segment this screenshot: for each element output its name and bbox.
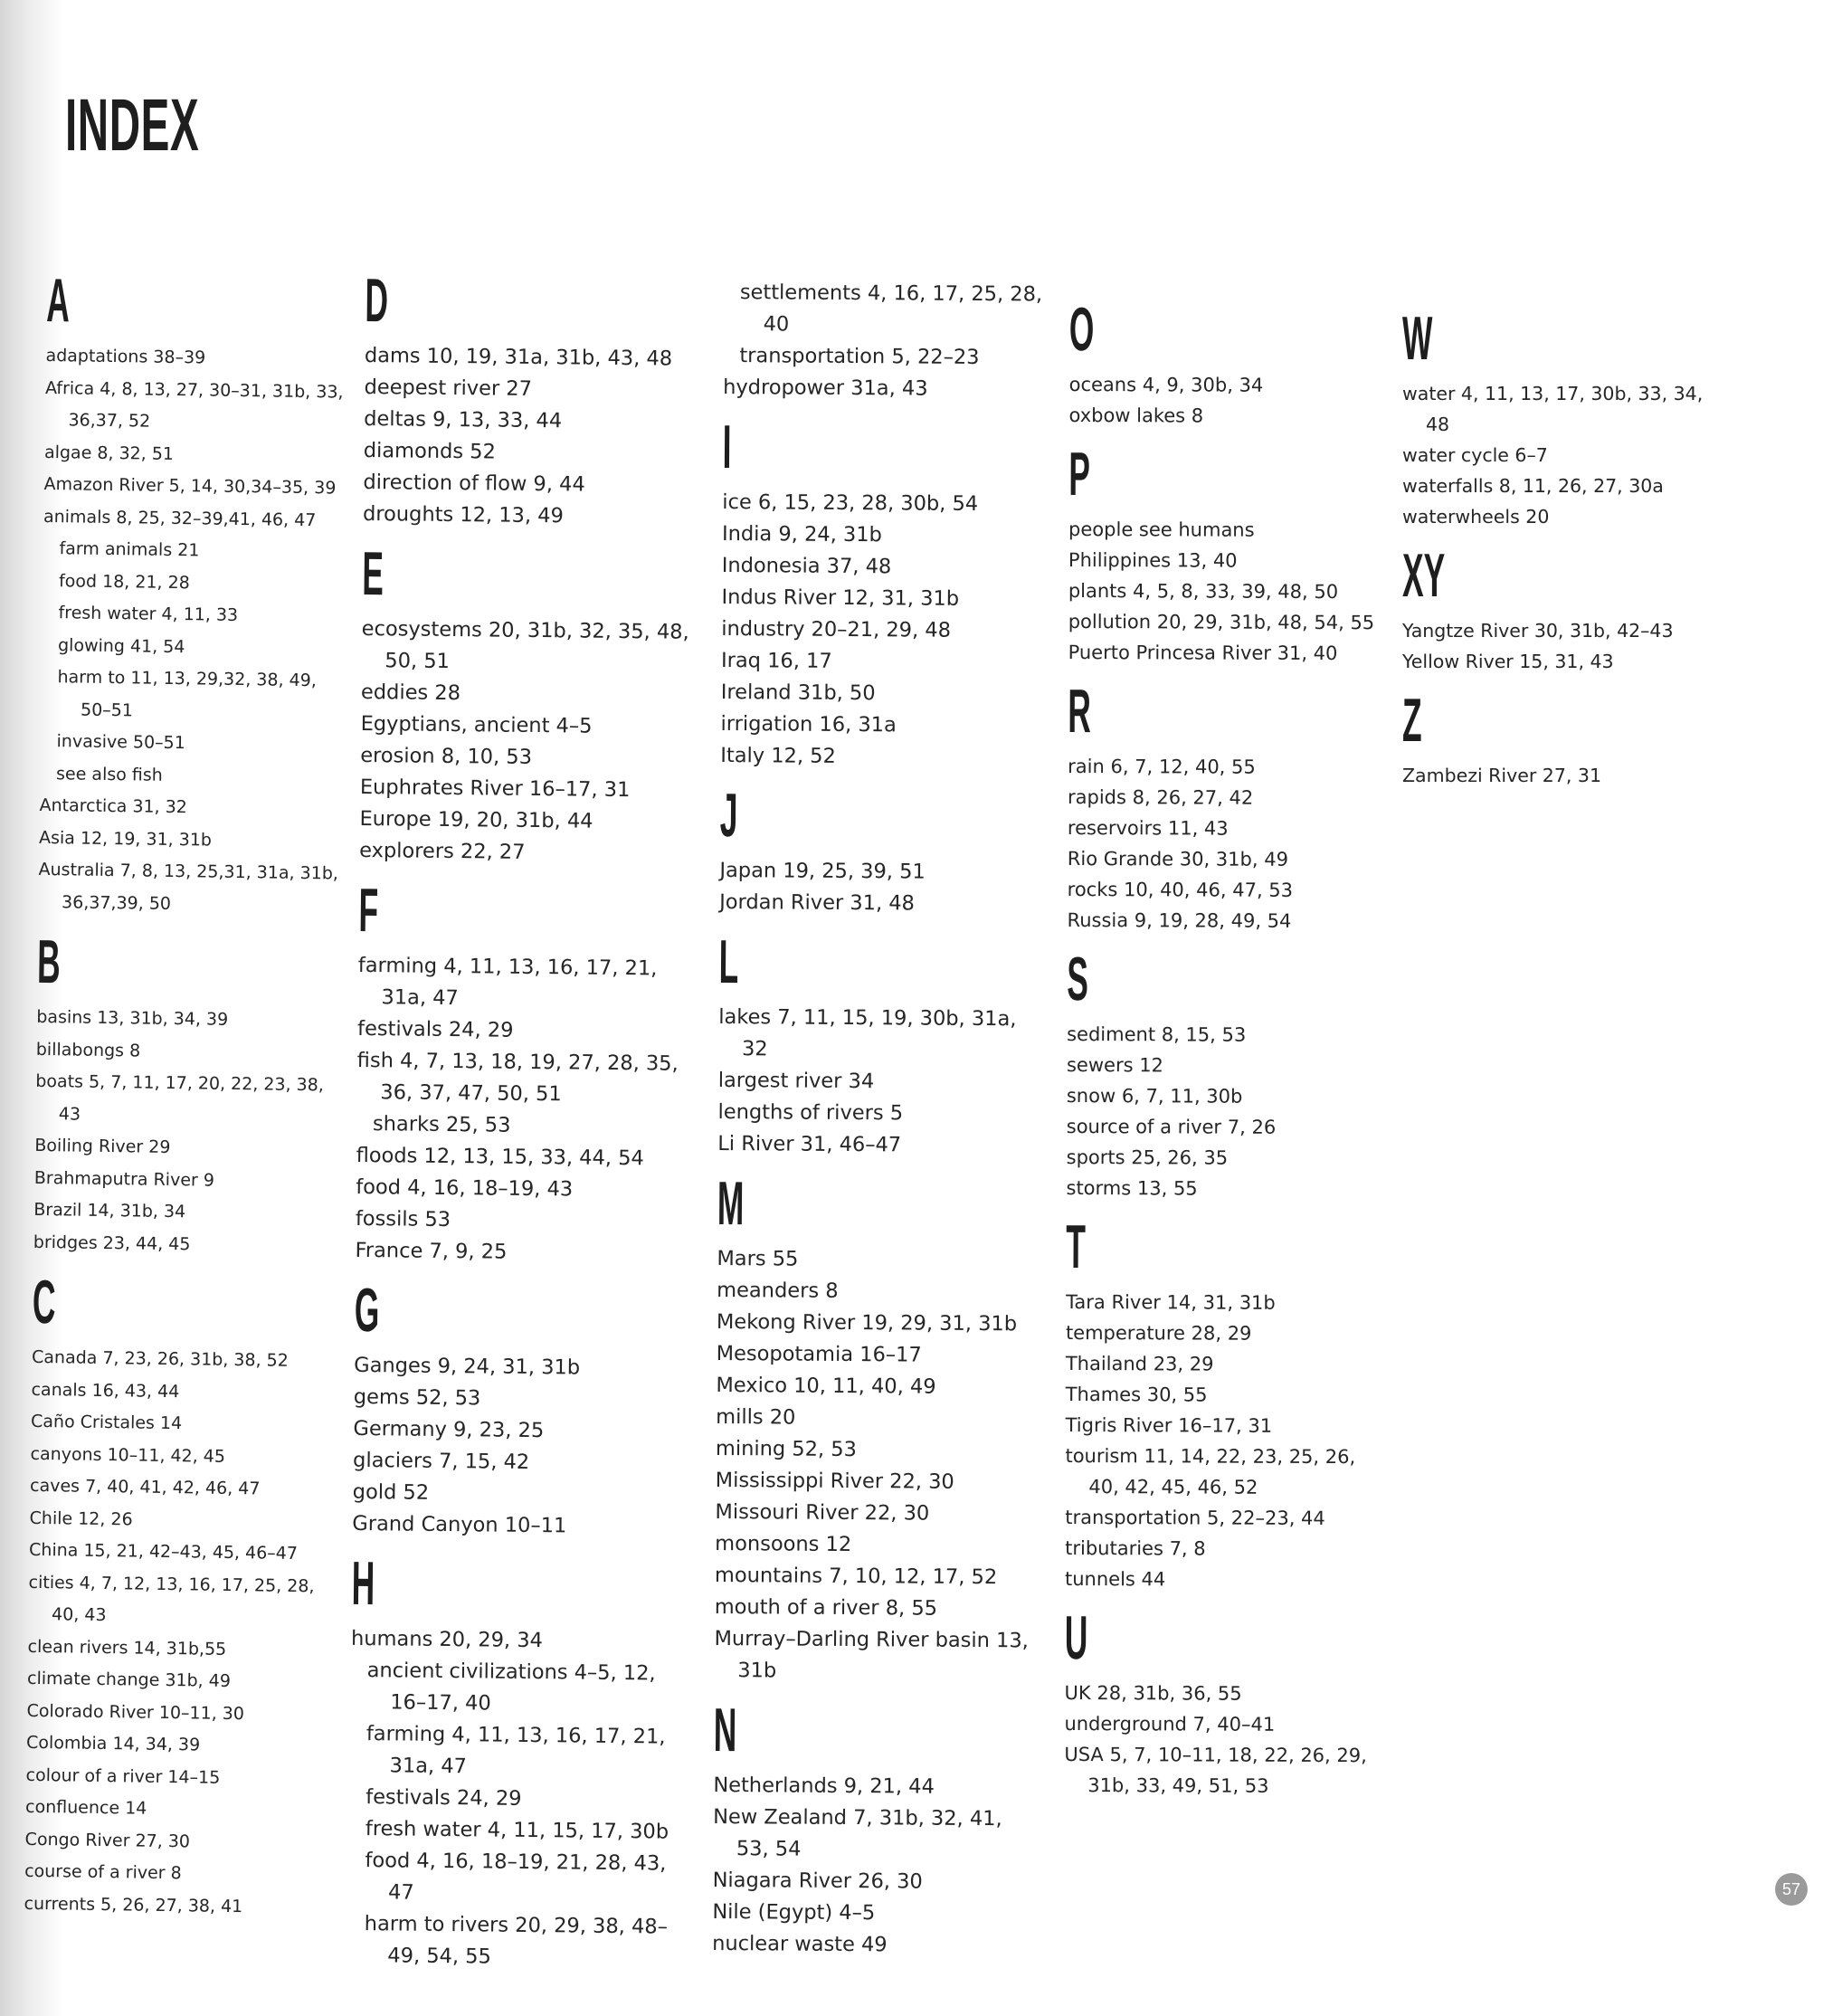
index-entry: water cycle 6–7 [1402,444,1548,466]
index-entry: basins 13, 31b, 34, 39 [36,1006,229,1030]
index-entry: hydropower 31a, 43 [723,375,928,401]
index-entry: Iraq 16, 17 [720,648,832,673]
index-entry: Rio Grande 30, 31b, 49 [1067,847,1289,870]
index-entry: snow 6, 7, 11, 30b [1066,1084,1243,1108]
entry-list [723,277,1049,406]
index-entry: transportation 5, 22–23, 44 [1065,1506,1325,1529]
index-entry: Tigris River 16–17, 31 [1065,1413,1273,1437]
index-entry: Grand Canyon 10–11 [352,1511,567,1538]
entry-list [1068,751,1394,937]
index-entry: waterfalls 8, 11, 26, 27, 30a [1402,475,1664,497]
section-letter: A [45,265,71,336]
index-subentry: invasive 50–51 [56,731,185,754]
index-section [723,277,1049,406]
index-subentry: fresh water 4, 11, 15, 17, 30b [365,1817,669,1844]
index-entry: monsoons 12 [715,1531,852,1557]
index-subentry: transportation 5, 22–23 [739,344,980,369]
index-section [355,875,702,1270]
index-section [1066,944,1392,1204]
index-section [720,412,1049,775]
index-entry: Indonesia 37, 48 [721,553,892,579]
index-entry: bridges 23, 44, 45 [33,1231,191,1254]
index-entry: oxbow lakes 8 [1068,404,1204,427]
index-entry: Japan 19, 25, 39, 51 [719,858,926,884]
index-entry: mountains 7, 10, 12, 17, 52 [714,1563,998,1590]
index-entry: sediment 8, 15, 53 [1067,1022,1247,1046]
index-section [1064,1212,1391,1595]
index-entry: Thailand 23, 29 [1065,1352,1214,1375]
index-entry: Mars 55 [717,1246,799,1271]
index-entry: source of a river 7, 26 [1066,1115,1277,1138]
section-letter: S [1067,944,1089,1014]
page-number-badge: 57 [1775,1873,1808,1906]
section-letter: Z [1402,686,1422,755]
index-entry: animals 8, 25, 32–39,41, 46, 47 [43,506,317,530]
index-entry: diamonds 52 [363,438,496,464]
index-entry: Murray–Darling River basin 13, 31b [714,1626,1036,1683]
index-section [1064,1602,1391,1802]
index-entry: Missouri River 22, 30 [715,1499,930,1526]
index-entry: reservoirs 11, 43 [1067,816,1229,840]
index-subentry: farm animals 21 [59,538,200,561]
index-entry: China 15, 21, 42–43, 45, 46–47 [28,1539,299,1564]
index-subentry: see also fish [55,763,163,785]
section-letter: L [718,927,739,997]
index-entry: underground 7, 40–41 [1064,1712,1276,1735]
index-entry: rapids 8, 26, 27, 42 [1067,785,1254,809]
index-column-5 [1402,299,1710,804]
section-letter: G [354,1275,380,1346]
index-entry: Mesopotamia 16–17 [716,1341,922,1367]
entry-list [1065,1287,1391,1595]
index-entry: farming 4, 11, 13, 16, 17, 21, 31a, 47 [357,953,664,1011]
index-entry: Philippines 13, 40 [1068,548,1238,572]
index-entry: irrigation 16, 31a [720,711,897,737]
index-subentry: harm to rivers 20, 29, 38, 48–49, 54, 55 [364,1912,669,1969]
section-letter: H [351,1548,375,1619]
index-entry: canals 16, 43, 44 [31,1379,180,1402]
index-entry: explorers 22, 27 [359,838,526,864]
index-entry: Mississippi River 22, 30 [715,1468,954,1494]
index-entry: largest river 34 [717,1068,875,1094]
index-entry: glaciers 7, 15, 42 [352,1448,530,1474]
index-entry: Ireland 31b, 50 [720,680,876,706]
index-entry: Europe 19, 20, 31b, 44 [359,806,593,833]
index-entry: eddies 28 [360,680,461,706]
section-letter: B [36,927,62,997]
section-letter: J [719,780,738,851]
index-subentry: harm to 11, 13, 29,32, 38, 49, 50–51 [57,667,323,720]
index-entry: Mekong River 19, 29, 31, 31b [716,1309,1018,1336]
index-entry: Amazon River 5, 14, 30,34–35, 39 [43,473,337,499]
index-entry: gems 52, 53 [353,1384,481,1411]
section-letter: XY [1402,541,1446,610]
index-section [33,927,346,1263]
index-entry: Ganges 9, 24, 31, 31b [354,1353,581,1380]
index-entry: Indus River 12, 31, 31b [721,585,960,611]
entry-list [1402,760,1710,791]
index-entry: adaptations 38–39 [45,345,206,368]
index-entry: sports 25, 26, 35 [1066,1146,1229,1169]
index-entry: humans 20, 29, 34 [350,1626,544,1653]
index-column-3 [712,277,1049,1974]
index-entry: Yellow River 15, 31, 43 [1402,651,1614,672]
entry-list [1068,514,1395,669]
entry-list [1064,1678,1390,1802]
index-entry: Africa 4, 8, 13, 27, 30–31, 31b, 33, 36,37, 52 [44,377,349,432]
index-entry: plants 4, 5, 8, 33, 39, 48, 50 [1068,579,1339,604]
index-entry: Caño Cristales 14 [30,1411,183,1434]
index-entry: direction of flow 9, 44 [363,470,585,497]
section-letter: I [722,412,732,482]
index-entry: billabongs 8 [35,1039,141,1061]
index-entry: deltas 9, 13, 33, 44 [364,406,563,433]
index-entry: lengths of rivers 5 [717,1099,904,1126]
index-entry: ice 6, 15, 23, 28, 30b, 54 [722,490,979,516]
index-entry: Colorado River 10–11, 30 [26,1700,245,1724]
index-entry: sewers 12 [1066,1053,1163,1077]
index-entry: festivals 24, 29 [356,1016,514,1042]
index-subentry: food 4, 16, 18–19, 21, 28, 43, 47 [365,1849,673,1905]
index-subentry: settlements 4, 16, 17, 25, 28, 40 [739,281,1049,337]
entry-list [363,340,708,534]
index-entry: mining 52, 53 [715,1436,857,1462]
entry-list [33,1002,345,1263]
index-section [1068,294,1395,432]
index-subentry: festivals 24, 29 [366,1785,522,1811]
index-entry: canyons 10–11, 42, 45 [30,1443,226,1467]
index-entry: Niagara River 26, 30 [712,1868,923,1894]
index-entry: cities 4, 7, 12, 13, 16, 17, 25, 28, 40, 43 [28,1572,320,1626]
index-entry: France 7, 9, 25 [355,1238,508,1264]
index-section [717,927,1045,1163]
section-letter: W [1402,304,1433,373]
index-entry: floods 12, 13, 15, 33, 44, 54 [356,1143,644,1171]
index-subentry: farming 4, 11, 13, 16, 17, 21, 31a, 47 [366,1722,672,1779]
index-subentry: sharks 25, 53 [372,1112,511,1137]
section-letter: F [358,875,379,946]
index-entry: Yangtze River 30, 31b, 42–43 [1402,620,1674,642]
index-entry: currents 5, 26, 27, 38, 41 [24,1893,243,1916]
entry-list [719,855,1045,921]
index-subentry: glowing 41, 54 [57,634,185,657]
index-section [712,1695,1040,1963]
index-entry: Russia 9, 19, 28, 49, 54 [1067,908,1292,932]
entry-list [712,1770,1039,1963]
entry-list [717,1002,1044,1163]
index-entry: Puerto Princesa River 31, 40 [1068,641,1338,665]
index-entry: Tara River 14, 31, 31b [1066,1290,1276,1314]
index-entry: Antarctica 31, 32 [39,794,187,818]
index-entry: Australia 7, 8, 13, 25,31, 31a, 31b, 36,37,39, 50 [38,859,345,914]
index-entry: Chile 12, 26 [29,1507,133,1529]
index-entry: ecosystems 20, 31b, 32, 35, 48, 50, 51 [361,616,697,673]
index-column-4 [1064,290,1395,1814]
index-column-2 [347,261,709,1988]
index-entry: food 4, 16, 18–19, 43 [356,1174,574,1202]
index-entry: Colombia 14, 34, 39 [25,1732,201,1755]
index-entry: Boiling River 29 [34,1135,171,1157]
index-entry: Netherlands 9, 21, 44 [713,1773,935,1799]
entry-list [38,340,354,923]
index-entry: meanders 8 [717,1278,839,1303]
index-entry: Congo River 27, 30 [24,1829,191,1851]
entry-list [359,613,706,870]
index-entry: water 4, 11, 13, 17, 30b, 33, 34, 48 [1402,383,1709,435]
entry-list [1402,378,1710,532]
index-section [362,265,709,534]
entry-list [1066,1019,1392,1204]
entry-list [24,1342,339,1925]
entry-list [355,950,702,1270]
section-letter: T [1066,1212,1087,1282]
entry-list [1068,369,1394,432]
index-entry: boats 5, 7, 11, 17, 20, 22, 23, 38, 43 [35,1070,330,1125]
index-column-1 [24,261,355,1937]
index-entry: tourism 11, 14, 22, 23, 25, 26, 40, 42, 45, 46, 52 [1065,1444,1362,1498]
entry-list [352,1350,698,1544]
index-entry: tributaries 7, 8 [1065,1536,1206,1560]
index-section [1402,304,1710,532]
section-letter: U [1064,1602,1088,1673]
index-section [719,780,1046,921]
entry-list [1402,615,1710,677]
index-entry: industry 20–21, 29, 48 [721,616,952,642]
index-entry: waterwheels 20 [1402,506,1550,528]
index-entry: Thames 30, 55 [1065,1383,1208,1406]
index-entry: course of a river 8 [24,1860,182,1884]
section-letter: O [1068,294,1095,365]
index-section [714,1168,1043,1688]
index-entry: lakes 7, 11, 15, 19, 30b, 31a, 32 [718,1004,1023,1061]
index-entry: nuclear waste 49 [712,1931,888,1957]
index-entry: Brazil 14, 31b, 34 [33,1199,186,1222]
section-letter: C [32,1267,56,1337]
index-entry: Zambezi River 27, 31 [1402,765,1602,786]
index-entry: people see humans [1068,518,1255,541]
index-entry: Nile (Egypt) 4–5 [712,1899,876,1926]
section-letter: R [1068,676,1092,746]
index-entry: algae 8, 32, 51 [43,442,175,464]
index-subentry: ancient civilizations 4–5, 12, 16–17, 40 [366,1659,662,1716]
index-entry: UK 28, 31b, 36, 55 [1064,1681,1242,1705]
index-section [24,1267,340,1925]
entry-list [347,1623,695,1975]
index-section [359,538,707,870]
index-subentry: fresh water 4, 11, 33 [58,603,239,625]
index-section [1402,541,1710,677]
index-entry: pollution 20, 29, 31b, 48, 54, 55 [1068,610,1375,634]
index-entry: climate change 31b, 49 [26,1668,232,1691]
index-entry: India 9, 24, 31b [721,521,882,547]
index-entry: colour of a river 14–15 [25,1764,221,1788]
index-entry: gold 52 [352,1479,430,1505]
index-entry: storms 13, 55 [1066,1176,1198,1200]
section-letter: P [1068,439,1091,509]
index-entry: rain 6, 7, 12, 40, 55 [1068,755,1256,778]
section-letter: D [365,265,389,336]
index-entry: USA 5, 7, 10–11, 18, 22, 26, 29, 31b, 33, 49, 51, 53 [1064,1743,1373,1797]
index-entry: Brahmaputra River 9 [33,1167,215,1191]
index-entry: Jordan River 31, 48 [719,889,916,916]
section-letter: N [713,1695,737,1765]
index-section [1068,439,1395,669]
index-entry: fish 4, 7, 13, 18, 19, 27, 28, 35, 36, 37, 47, 50, 51 [356,1048,686,1107]
index-entry: oceans 4, 9, 30b, 34 [1068,373,1264,396]
index-entry: fossils 53 [355,1206,451,1232]
index-section [352,1275,698,1544]
index-entry: New Zealand 7, 31b, 32, 41, 53, 54 [713,1804,1009,1861]
index-entry: Italy 12, 52 [720,743,836,768]
index-entry: erosion 8, 10, 53 [360,743,533,769]
entry-list [720,487,1048,775]
index-subentry: food 18, 21, 28 [58,570,190,593]
entry-list [714,1243,1042,1689]
index-section [347,1548,696,1975]
index-entry: dams 10, 19, 31a, 31b, 43, 48 [364,343,673,371]
index-entry: Mexico 10, 11, 40, 49 [716,1373,936,1399]
index-entry: clean rivers 14, 31b,55 [27,1636,227,1659]
index-section [38,265,355,923]
index-section [1402,686,1710,791]
index-entry: confluence 14 [24,1796,147,1819]
index-entry: Canada 7, 23, 26, 31b, 38, 52 [31,1346,289,1371]
index-entry: caves 7, 40, 41, 42, 46, 47 [29,1475,261,1499]
index-entry: Egyptians, ancient 4–5 [360,711,593,738]
index-entry: Germany 9, 23, 25 [353,1416,545,1443]
page-title: INDEX [65,84,200,166]
index-entry: deepest river 27 [364,375,533,401]
index-entry: Li River 31, 46–47 [717,1131,902,1157]
index-entry: Asia 12, 19, 31, 31b [38,827,213,851]
section-letter: E [361,538,385,609]
section-letter: M [717,1168,745,1239]
index-entry: mills 20 [716,1404,796,1430]
index-section [1067,676,1394,937]
index-entry: mouth of a river 8, 55 [714,1594,938,1621]
index-entry: tunnels 44 [1064,1567,1166,1591]
index-entry: droughts 12, 13, 49 [362,501,565,528]
index-entry: rocks 10, 40, 46, 47, 53 [1067,878,1294,901]
index-entry: temperature 28, 29 [1065,1321,1252,1345]
index-entry: Euphrates River 16–17, 31 [359,775,631,803]
